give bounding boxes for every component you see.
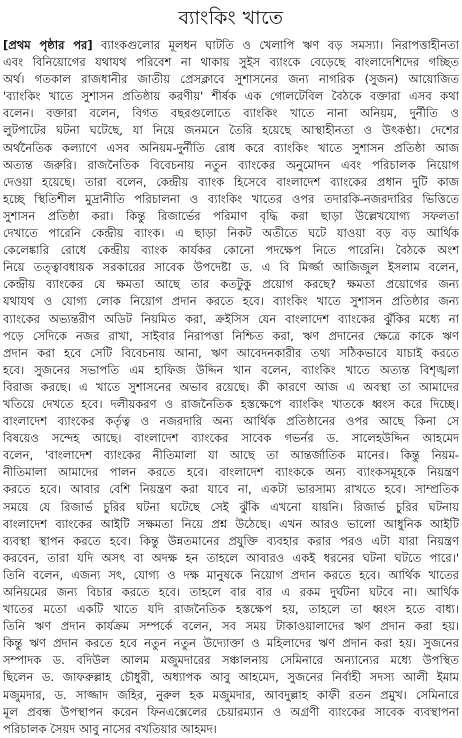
article-line: হচ্ছে স্থিতিশীল মুদ্রানীতি পরিচালনা ও ব্যাংকিং খাতের ওপর তদারকি-নজরদারির ভিত্তিতে: [3, 191, 459, 206]
article-line: দেওয়া হয়েছে। তারা বলেন, কেন্দ্রীয় ব্যাংক হিসেবে বাংলাদেশ ব্যাংকের প্রধান দুটি কাজ: [3, 174, 459, 189]
article-line: অর্থনৈতিক কল্যাণে এসব অনিয়ম-দুর্নীতি রোধ করে ব্যাংকিং খাতে সুশাসন প্রতিষ্ঠা আজ: [3, 140, 459, 155]
article-line: অর্থ। গতকাল রাজধানীর জাতীয় প্রেসক্লাবে সুশাসনের জন্য নাগরিক (সুজন) আয়োজিত: [3, 72, 459, 87]
article-line: সুশাসন প্রতিষ্ঠা করা। কিন্তু রিজার্ভের পরিমাণ বৃদ্ধি করা ছাড়া উল্লেখযোগ্য সফলতা: [3, 208, 459, 223]
article-line: প্রদান করা হবে সেটি বিবেচনায় আনা, ঋণ আবেদনকারীর তথ্য সঠিকভাবে যাচাই করতে: [3, 345, 459, 360]
article-line: বাংলাদেশ ব্যাংকের কর্তৃত্ব ও নজরদারি অন্য আর্থিক প্রতিষ্ঠানের ওপর আছে কিনা সে: [3, 414, 459, 429]
article-line: নীতিমালা আমাদের পালন করতে হবে। বাংলাদেশ ব্যাংককে অন্য ব্যাংকসমূহকে নিয়ন্ত্রণ: [3, 465, 459, 480]
lead-tag: [প্রথম পৃষ্ঠার পর]: [3, 38, 93, 52]
article-line: ব্যাংকের অভ্যন্তরীণ অডিট নিয়মিত করা, ক্রইসিস যেন বাংলাদেশ ব্যাংকের ঝুঁকির মধ্যে না: [3, 311, 459, 326]
article-line: পড়ে সেদিকে নজর রাখা, সাইবার নিরাপত্তা নিশ্চিত করা, ঋণ প্রদানের ক্ষেত্রে কাকে ঋণ: [3, 328, 459, 343]
article-line: বলেন, 'বাংলাদেশ ব্যাংকের নীতিমালা যা আছে তা আন্তর্জাতিক মানের। কিন্তু নিয়ম-: [3, 448, 459, 463]
article-line: যথাযথ ও যোগ্য লোক নিয়োগ প্রদান করতে হবে। ব্যাংকিং খাতে সুশাসন প্রতিষ্ঠার জন্য: [3, 294, 459, 309]
article-line: বিষয়েও সন্দেহ আছে। বাংলাদেশ ব্যাংকের সাবেক গভর্নর ড. সালেহউদ্দিন আহমেদ: [3, 431, 459, 446]
article-line: বাংলাদেশ ব্যাংকের আইটি সক্ষমতা নিয়ে প্রশ্ন উঠেছে। এখন আরও ভালো আধুনিক আইটি: [3, 516, 459, 531]
article-line: তিনি ঋণ প্রদান কার্যক্রম সম্পর্কে বলেন, সব সময় টাকাওয়ালাদের ঋণ প্রদান করা হয়।: [3, 619, 459, 634]
article-line: অনিয়মের জন্য বিচার করতে হবে। তাহলে বার বার এ রকম দুর্ঘটনা ঘটবে না। আর্থিক: [3, 585, 459, 599]
article-line: অত্যন্ত জরুরি। রাজনৈতিক বিবেচনায় নতুন ব্যাংকের অনুমোদন এবং পরিচালক নিয়োগ: [3, 157, 459, 172]
article-line: মূল প্রবন্ধ উপস্থাপন করেন ফিনএক্সেলের চেয়ারম্যান ও অগ্রণী ব্যাংকের সাবেক ব্যবস্থাপনা: [3, 704, 459, 719]
article-line: লুটপাটের ঘটনা ঘটেছে, যা নিয়ে জনমনে তৈরি হয়েছে আস্থাহীনতা ও উৎকণ্ঠা। দেশের: [3, 123, 459, 138]
article-headline: ব্যাংকিং খাতে: [178, 7, 284, 29]
article-line: তিনি বলেন, এজন্য সৎ, যোগ্য ও দক্ষ মানুষকে নিয়োগ প্রদান করতে হবে। আর্থিক খাতের: [3, 567, 459, 582]
article-body: [3, 37, 459, 738]
article-line: খাতের মতো একটি খাতে যদি রাজনৈতিক হস্তক্ষেপ হয়, তাহলে তা ধ্বংস হতে বাধ্য।: [3, 602, 459, 617]
article-line: ব্যবস্থা স্থাপন করতে হবে। কিন্তু উন্নতমানের প্রযুক্তি ব্যবহার করার পরও এটা যারা নিয়ন্ত্রণ: [3, 533, 459, 548]
article-line: খতিয়ে দেখতে হবে। দলীয়করণ ও রাজনৈতিক হস্তক্ষেপে ব্যাংকিং খাতকে ধ্বংস করে দিচ্ছে।: [3, 396, 459, 411]
article-line: কেন্দ্রীয় ব্যাংকের যে ক্ষমতা আছে তার কতটুকু প্রয়োগ করছে? ক্ষমতা প্রয়োগের জন্য: [3, 277, 459, 292]
article-line: এবং বিনিয়োগের যথাযথ পরিবেশ না থাকায় সুইস ব্যাংকে বেড়েছে বাংলাদেশিদের গচ্ছিত: [3, 55, 459, 70]
article-line: পরিচালক সৈয়দ আবু নাসের বখতিয়ার আহমদ।: [3, 721, 217, 736]
article-line: কেলেঙ্কারি রোধে কেন্দ্রীয় ব্যাংক কার্যকর কোনো পদক্ষেপ নিতে পারেনি। বৈঠকে অংশ: [3, 243, 459, 258]
article-line: কিন্তু ঋণ প্রদান করতে হবে নতুন নতুন উদ্যোক্তা ও মহিলাদের ঋণ প্রদান করা হয়। সুজনের: [3, 636, 459, 651]
article-line: বলেন। বক্তারা বলেন, বিগত বছরগুলোতে ব্যাংকিং খাতে নানা অনিয়ম, দুর্নীতি ও: [3, 106, 459, 121]
article-line: 'ব্যাংকিং খাতে সুশাসন প্রতিষ্ঠায় করণীয়' শীর্ষক এক গোলটেবিল বৈঠকে বক্তারা এসব কথা: [3, 89, 459, 104]
article-line-text: ব্যাংকগুলোর মূলধন ঘাটতি ও খেলাপি ঋণ বড় সমস্যা। নিরাপত্তাহীনতা: [92, 38, 459, 52]
article-line: করতে হবে। আবার বেশি নিয়ন্ত্রণ করা যাবে না, একটা ভারসাম্য রাখতে হবে। সাম্প্রতিক: [3, 482, 459, 497]
article-line: দেখাতে পারেনি কেন্দ্রীয় ব্যাংক। এ ছাড়া নিকট অতীতে ঘটে যাওয়া বড় বড় আর্থিক: [3, 226, 459, 241]
article-line: হবে। সুজনের সভাপতি এম হাফিজ উদ্দিন খান বলেন, ব্যাংকিং খাতে অত্যন্ত বিশৃঙ্খলা: [3, 362, 459, 377]
article-line: মজুমদার, ড. সাজ্জাদ জহির, নুরুল হক মজুমদার, আবদুল্লাহ কাফী রতন প্রমুখ। সেমিনারে: [3, 687, 459, 702]
article-line: সম্পাদক ড. বদিউল আলম মজুমদারের সঞ্চালনায় সেমিনারে অন্যান্যের মধ্যে উপস্থিত: [3, 653, 459, 668]
article-line: [3, 37, 459, 54]
article-line: ছিলেন ড. জাফরুল্লাহ চৌধুরী, অধ্যাপক আবু আহমেদ, সুজনের নির্বাহী সদস্য আলী ইমাম: [3, 670, 459, 685]
article-line: বিরাজ করছে। এ খাতে সুশাসনের অভাব রয়েছে। কী কারণে আজ এ অবস্থা তা আমাদের: [3, 379, 459, 394]
article-line: নিয়ে তত্ত্বাবধায়ক সরকারের সাবেক উপদেষ্টা ড. এ বি মির্জ্জা আজিজুল ইসলাম বলেন,: [3, 260, 459, 275]
article-line: করবেন, তারা যদি অসৎ বা অদক্ষ হন তাহলে আবারও একই ধরনের ঘটনা ঘটতে পারে।': [3, 550, 459, 565]
article-line: সময়ে যে রিজার্ভ চুরির ঘটনা ঘটেছে সেই ঝুঁকি এখনো যায়নি। রিজার্ভ চুরির ঘটনায়: [3, 499, 459, 514]
